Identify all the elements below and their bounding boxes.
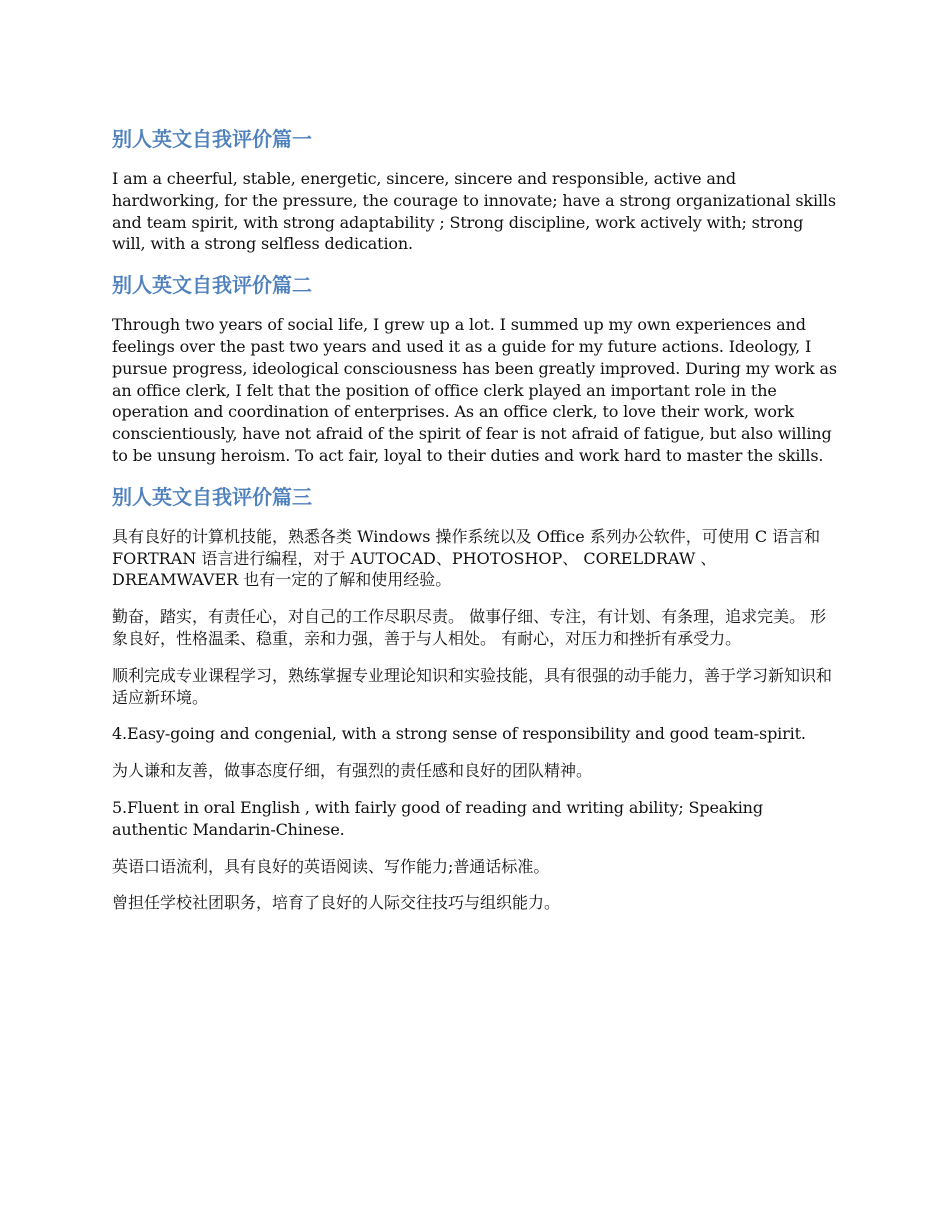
paragraph: I am a cheerful, stable, energetic, sincere, sincere and responsible, active and hardworking, for the pressure, the courage to innovate; have a strong organizational skills and team spirit, with strong adaptability ; Strong discipline, work actively with; strong will, with a strong selfless dedication. bbox=[112, 169, 836, 254]
paragraph-club-experience: 曾担任学校社团职务，培育了良好的人际交往技巧与组织能力。 bbox=[112, 893, 561, 913]
paragraph-computer-skills: 具有良好的计算机技能，熟悉各类 Windows 操作系统以及 Office 系列办公软件，可使用 C 语言和 FORTRAN 语言进行编程，对于 AUTOCAD、PHOTOSHOP、 CORELDRAW 、DREAMWAVER 也有一定的了解和使用经验。 bbox=[112, 526, 821, 590]
section-title: 别人英文自我评价篇一 bbox=[112, 127, 312, 151]
paragraph-point-5-cn: 英语口语流利，具有良好的英语阅读、写作能力;普通话标准。 bbox=[112, 856, 550, 876]
paragraph-point-4-en: 4.Easy-going and congenial, with a strong sense of responsibility and good team-spirit. bbox=[112, 724, 806, 744]
section-1 bbox=[112, 124, 840, 255]
paragraph: Through two years of social life, I grew up a lot. I summed up my own experiences and feelings over the past two years and used it as a guide for my future actions. Ideology, I pursue progress, ideological consciousness has been greatly improved. During my work as an office clerk, I felt that the position of office clerk played an important role in the operation and coordination of enterprises. As an office clerk, to love their work, work conscientiously, have not afraid of the spirit of fear is not afraid of fatigue, but also willing to be unsung heroism. To act fair, loyal to their duties and work hard to master the skills. bbox=[112, 315, 837, 465]
paragraph-point-5-en: 5.Fluent in oral English , with fairly good of reading and writing ability; Speaking authentic Mandarin-Chinese. bbox=[112, 797, 763, 839]
section-2 bbox=[112, 270, 840, 467]
section-3 bbox=[112, 482, 840, 914]
paragraph-point-4-cn: 为人谦和友善，做事态度仔细，有强烈的责任感和良好的团队精神。 bbox=[112, 761, 593, 781]
paragraph-study: 顺利完成专业课程学习，熟练掌握专业理论知识和实验技能，具有很强的动手能力，善于学习新知识和适应新环境。 bbox=[112, 665, 833, 707]
document-page bbox=[112, 124, 840, 929]
paragraph-personality: 勤奋，踏实，有责任心，对自己的工作尽职尽责。 做事仔细、专注，有计划、有条理，追求完美。 形象良好，性格温柔、稳重，亲和力强，善于与人相处。 有耐心，对压力和挫折有承受力。 bbox=[112, 607, 827, 648]
section-title: 别人英文自我评价篇三 bbox=[112, 484, 312, 509]
section-title: 别人英文自我评价篇二 bbox=[112, 273, 312, 298]
